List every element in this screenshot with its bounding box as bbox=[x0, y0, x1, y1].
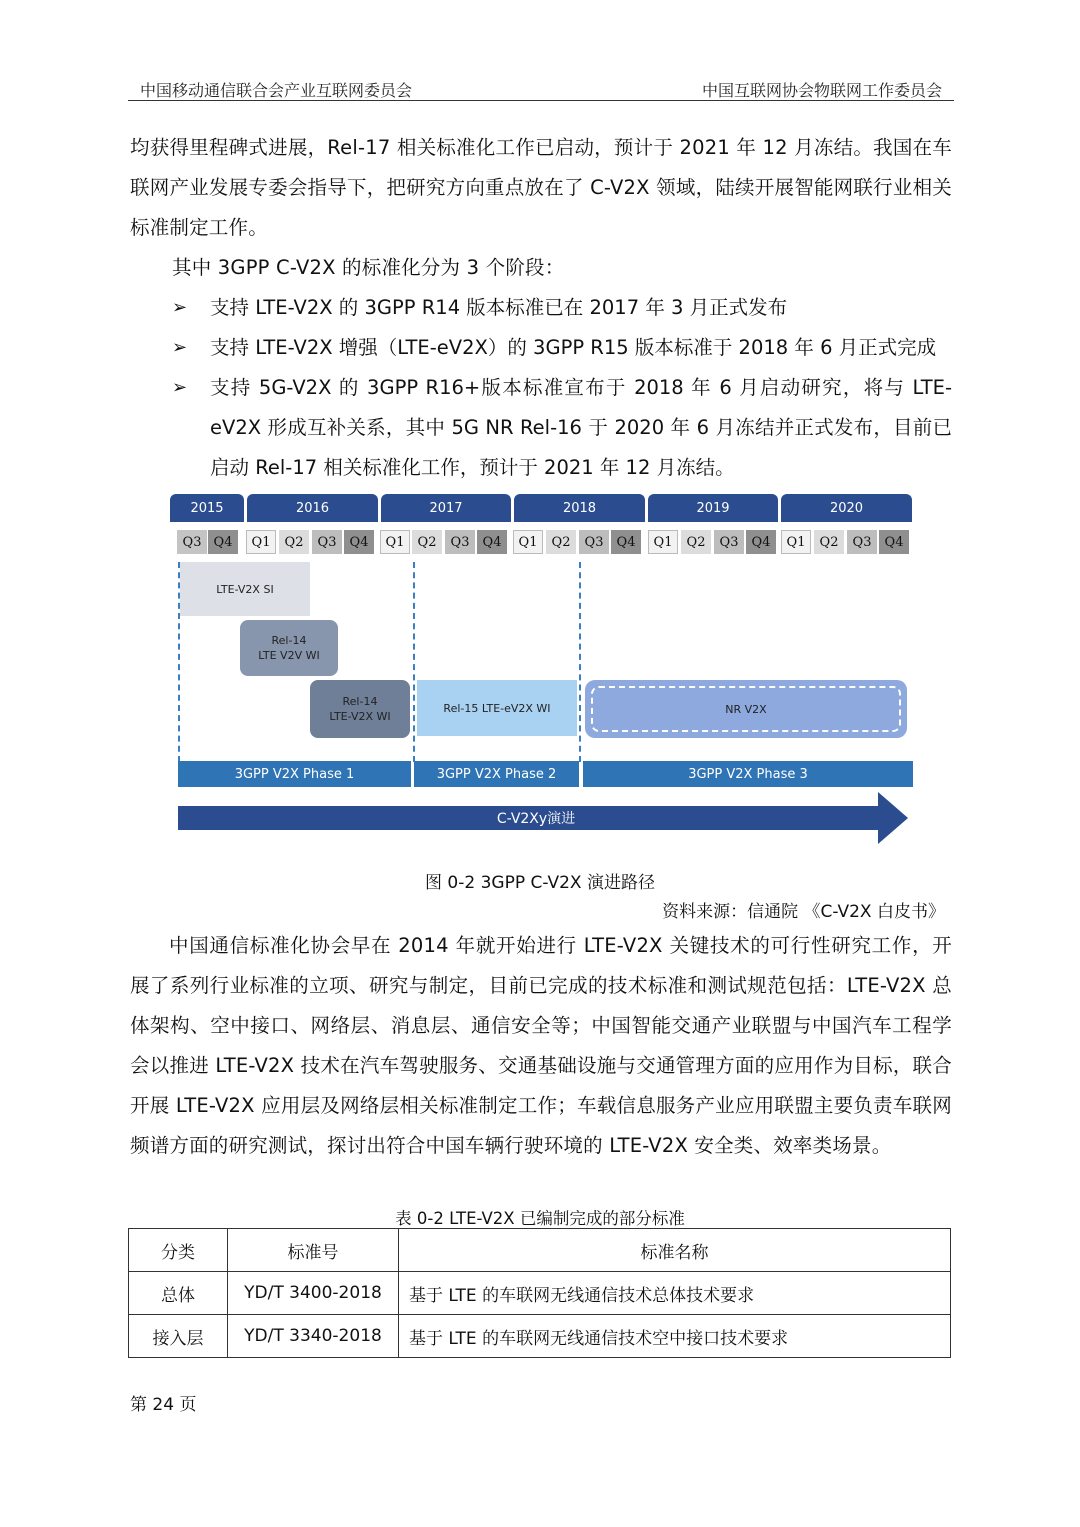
guide-line bbox=[413, 562, 415, 762]
table-header-row bbox=[129, 1229, 951, 1272]
quarter-cell: Q1 bbox=[781, 530, 811, 554]
figure-caption: 图 0-2 3GPP C-V2X 演进路径 bbox=[425, 873, 655, 893]
quarter-cell: Q1 bbox=[513, 530, 543, 554]
quarter-cell: Q3 bbox=[847, 530, 877, 554]
arrow-bullet-icon: ➢ bbox=[172, 297, 188, 318]
table-cell: YD/T 3340-2018 bbox=[228, 1315, 399, 1358]
year-2015: 2015 bbox=[170, 494, 244, 522]
nr-v2x-dashed-border bbox=[591, 686, 901, 732]
wi-label: NR V2X bbox=[725, 702, 767, 716]
wi-label: LTE V2V WI bbox=[258, 649, 320, 662]
wi-label: LTE-V2X SI bbox=[216, 582, 274, 596]
figure-source: 资料来源：信通院 《C-V2X 白皮书》 bbox=[662, 902, 945, 922]
quarter-cell: Q1 bbox=[380, 530, 410, 554]
page-number: 第 24 页 bbox=[130, 1395, 197, 1415]
quarter-cell: Q3 bbox=[579, 530, 609, 554]
standards-table bbox=[128, 1228, 951, 1358]
table-cell: YD/T 3400-2018 bbox=[228, 1272, 399, 1315]
quarter-cell: Q2 bbox=[814, 530, 844, 554]
rel15-block bbox=[417, 680, 577, 736]
wi-label: Rel-14 bbox=[342, 695, 378, 708]
table-cell: 总体 bbox=[129, 1272, 228, 1315]
table-header-cell: 标准号 bbox=[228, 1229, 399, 1272]
wi-label: LTE-V2X WI bbox=[329, 710, 391, 723]
table-caption: 表 0-2 LTE-V2X 已编制完成的部分标准 bbox=[395, 1209, 685, 1228]
evolution-label: C-V2Xy演进 bbox=[496, 811, 576, 827]
arrow-bullet-icon: ➢ bbox=[172, 337, 188, 358]
bullet-text: 支持 LTE-V2X 增强（LTE-eV2X）的 3GPP R15 版本标准于 2018 年 6 月正式完成 bbox=[210, 336, 937, 359]
quarter-cell: Q2 bbox=[412, 530, 442, 554]
table-header-cell: 标准名称 bbox=[399, 1229, 951, 1272]
bullet-text: 支持 5G-V2X 的 3GPP R16+版本标准宣布于 2018 年 6 月启动研究，将与 LTE-eV2X 形成互补关系，其中 5G NR Rel-16 于 2020 年 6 月冻结并正式发布，目前已启动 Rel-17 相关标准化工作，预计于 2021 年 12 月冻结。 bbox=[210, 376, 952, 479]
rel14-v2v-block bbox=[240, 620, 338, 676]
quarter-cell: Q1 bbox=[246, 530, 276, 554]
phase-1-bar: 3GPP V2X Phase 1 bbox=[178, 761, 411, 787]
table-cell: 接入层 bbox=[129, 1315, 228, 1358]
quarter-cell: Q4 bbox=[746, 530, 776, 554]
year-2016: 2016 bbox=[247, 494, 378, 522]
quarter-cell: Q3 bbox=[714, 530, 744, 554]
quarter-cell: Q1 bbox=[648, 530, 678, 554]
quarter-cell: Q3 bbox=[177, 530, 207, 554]
quarter-cell: Q2 bbox=[279, 530, 309, 554]
paragraph-intro: 均获得里程碑式进展，Rel-17 相关标准化工作已启动，预计于 2021 年 12 月冻结。我国在车联网产业发展专委会指导下，把研究方向重点放在了 C-V2X 领域，陆续开展智能网联行业相关标准制定工作。 bbox=[130, 136, 952, 239]
year-2017: 2017 bbox=[381, 494, 511, 522]
header-rule bbox=[128, 100, 954, 101]
year-2018: 2018 bbox=[514, 494, 645, 522]
quarter-cell: Q2 bbox=[546, 530, 576, 554]
bullet-item-2 bbox=[0, 328, 1080, 368]
paragraph-stages: 其中 3GPP C-V2X 的标准化分为 3 个阶段： bbox=[172, 256, 565, 279]
quarter-cell: Q2 bbox=[681, 530, 711, 554]
quarter-cell: Q3 bbox=[312, 530, 342, 554]
table-header-cell: 分类 bbox=[129, 1229, 228, 1272]
guide-line bbox=[579, 562, 581, 762]
quarter-cell: Q4 bbox=[477, 530, 507, 554]
table-row bbox=[129, 1315, 951, 1358]
phase-2-bar: 3GPP V2X Phase 2 bbox=[414, 761, 579, 787]
header-left: 中国移动通信联合会产业互联网委员会 bbox=[140, 81, 413, 100]
quarter-cell: Q4 bbox=[208, 530, 238, 554]
lte-v2x-si-block bbox=[180, 562, 310, 616]
wi-label: Rel-15 LTE-eV2X WI bbox=[443, 701, 551, 715]
quarter-cell: Q4 bbox=[344, 530, 374, 554]
table-cell: 基于 LTE 的车联网无线通信技术空中接口技术要求 bbox=[399, 1315, 951, 1358]
phase-3-bar: 3GPP V2X Phase 3 bbox=[583, 761, 913, 787]
bullet-item-3 bbox=[0, 368, 1080, 488]
bullet-item-1 bbox=[0, 288, 1080, 328]
header-right: 中国互联网协会物联网工作委员会 bbox=[701, 81, 942, 100]
table-cell: 基于 LTE 的车联网无线通信技术总体技术要求 bbox=[399, 1272, 951, 1315]
paragraph-standards: 中国通信标准化协会早在 2014 年就开始进行 LTE-V2X 关键技术的可行性研究工作，开展了系列行业标准的立项、研究与制定，目前已完成的技术标准和测试规范包括：LTE-V2X 总体架构、空中接口、网络层、消息层、通信安全等；中国智能交通产业联盟与中国汽车工程学会以推进 LTE-V2X 技术在汽车驾驶服务、交通基础设施与交通管理方面的应用作为目标，联合开展 LTE-V2X 应用层及网络层相关标准制定工作；车载信息服务产业应用联盟主要负责车联网频谱方面的研究测试，探讨出符合中国车辆行驶环境的 LTE-V2X 安全类、效率类场景。 bbox=[130, 934, 952, 1157]
quarter-cell: Q4 bbox=[611, 530, 641, 554]
bullet-text: 支持 LTE-V2X 的 3GPP R14 版本标准已在 2017 年 3 月正式发布 bbox=[210, 296, 788, 319]
rel14-v2x-block bbox=[310, 680, 410, 738]
quarter-cell: Q4 bbox=[879, 530, 909, 554]
year-2020: 2020 bbox=[781, 494, 912, 522]
quarter-cell: Q3 bbox=[445, 530, 475, 554]
arrow-bullet-icon: ➢ bbox=[172, 377, 188, 398]
year-2019: 2019 bbox=[648, 494, 778, 522]
wi-label: Rel-14 bbox=[271, 634, 307, 647]
nr-v2x-block bbox=[585, 680, 907, 738]
table-row bbox=[129, 1272, 951, 1315]
